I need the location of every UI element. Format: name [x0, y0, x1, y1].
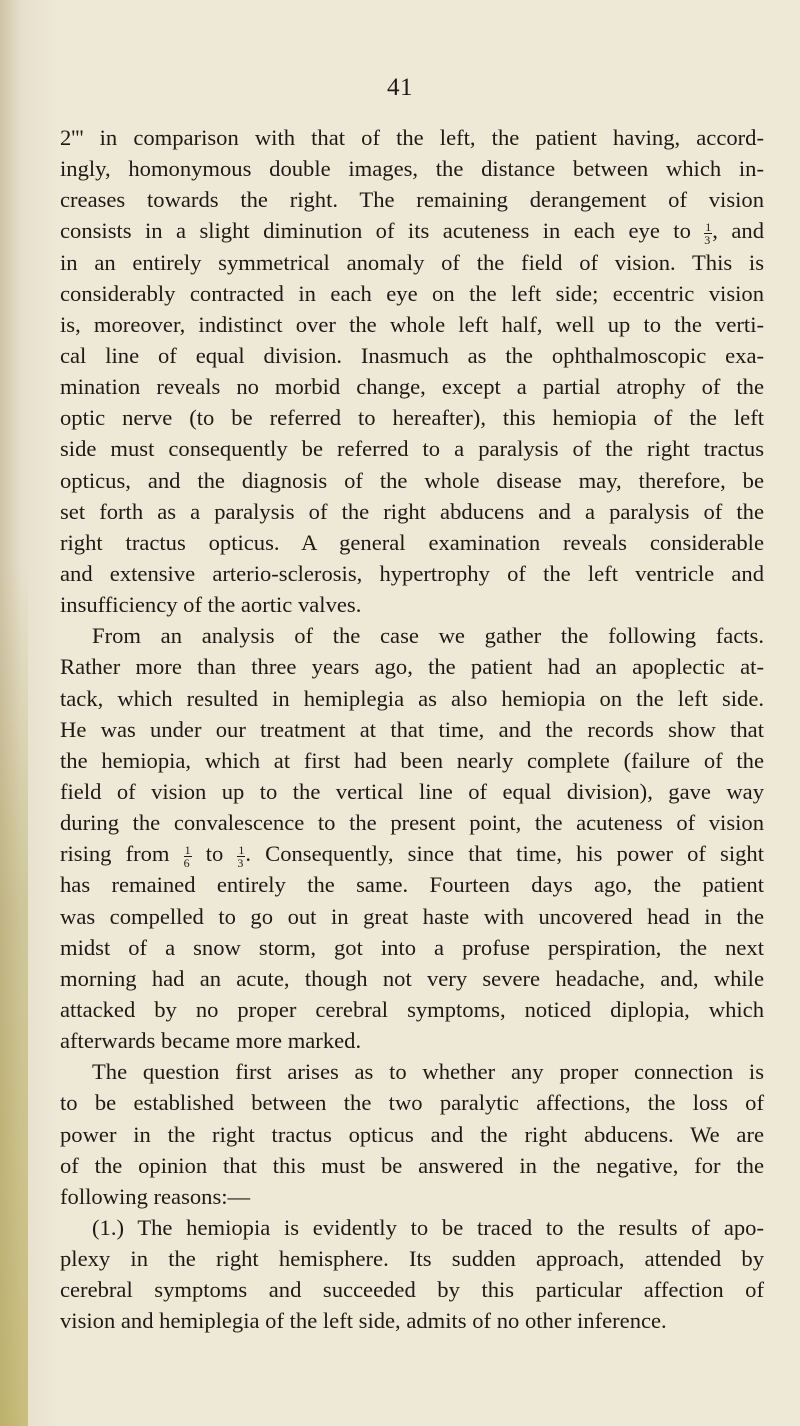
text-line: was compelled to go out in great haste with uncovered head in the — [60, 903, 764, 929]
text-line: tack, which resulted in hemiplegia as also hemiopia on the left side. — [60, 685, 764, 711]
text-line: cerebral symptoms and succeeded by this particular affection of — [60, 1277, 764, 1303]
text-line: afterwards became more marked. — [60, 1028, 362, 1054]
text-line: of the opinion that this must be answered in the negative, for the — [60, 1152, 764, 1178]
text-line: during the convalescence to the present point, the acuteness of vision — [60, 810, 764, 836]
text-line: following reasons:— — [60, 1183, 251, 1209]
text-line: vision and hemiplegia of the left side, admits of no other inference. — [60, 1308, 667, 1334]
text-line: opticus, and the diagnosis of the whole disease may, therefore, be — [60, 467, 764, 493]
text-line: optic nerve (to be referred to hereafter), this hemiopia of the left — [60, 405, 764, 431]
fraction-numerator: 1 — [238, 842, 245, 857]
text-line: to be established between the two paralytic affections, the loss of — [60, 1090, 764, 1116]
fraction-denominator: 3 — [237, 855, 244, 870]
text-line: set forth as a paralysis of the right abducens and a paralysis of the — [60, 498, 764, 524]
page-number: 41 — [387, 74, 413, 101]
text-line: side must consequently be referred to a paralysis of the right tractus — [60, 436, 764, 462]
text-line: From an analysis of the case we gather the following facts. — [92, 623, 764, 649]
text-line: the hemiopia, which at first had been nearly complete (failure of the — [60, 747, 764, 773]
fraction-numerator: 1 — [184, 842, 191, 857]
text-line: mination reveals no morbid change, except a partial atrophy of the — [60, 374, 764, 400]
text-line: The question first arises as to whether any proper connection is — [92, 1059, 764, 1085]
text-line: in an entirely symmetrical anomaly of the field of vision. This is — [60, 249, 764, 275]
fraction — [184, 844, 192, 869]
fraction — [704, 221, 712, 246]
text-line: plexy in the right hemisphere. Its sudden approach, attended by — [60, 1246, 764, 1272]
fraction-numerator: 1 — [705, 219, 712, 234]
text-line: right tractus opticus. A general examination reveals considerable — [60, 529, 764, 555]
body-text — [60, 122, 764, 1336]
fraction — [237, 844, 245, 869]
text-line: field of vision up to the vertical line of equal division), gave way — [60, 778, 764, 804]
text-line: Rather more than three years ago, the patient had an apoplectic at- — [60, 654, 764, 680]
text-line: and extensive arterio-sclerosis, hypertrophy of the left ventricle and — [60, 560, 764, 586]
fraction-denominator: 6 — [183, 855, 190, 870]
text-line: ingly, homonymous double images, the distance between which in- — [60, 156, 764, 182]
text-line: creases towards the right. The remaining derangement of vision — [60, 187, 764, 213]
text-line: power in the right tractus opticus and the right abducens. We are — [60, 1121, 764, 1147]
text-line: morning had an acute, though not very severe headache, and, while — [60, 965, 764, 991]
page-edge-stain — [0, 560, 28, 1426]
text-line: midst of a snow storm, got into a profuse perspiration, the next — [60, 934, 764, 960]
text-line: insufficiency of the aortic valves. — [60, 592, 362, 618]
text-line: attacked by no proper cerebral symptoms, noticed diplopia, which — [60, 996, 764, 1022]
text-line: He was under our treatment at that time, and the records show that — [60, 716, 764, 742]
text-line: (1.) The hemiopia is evidently to be traced to the results of apo- — [92, 1214, 764, 1240]
text-line: consists in a slight diminution of its acuteness in each eye to $\frac{1}{3}$ , and — [60, 218, 764, 247]
text-line: has remained entirely the same. Fourteen days ago, the patient — [60, 872, 764, 898]
text-line: is, moreover, indistinct over the whole left half, well up to the verti- — [60, 311, 764, 337]
text-line: considerably contracted in each eye on the left side; eccentric vision — [60, 280, 764, 306]
text-line: rising from $\frac{1}{6}$ to $\frac{1}{3}$ . Consequently, since that time, his power of sight — [60, 841, 764, 870]
text-line: 2''' in comparison with that of the left, the patient having, accord- — [60, 125, 764, 150]
text-line: cal line of equal division. Inasmuch as the ophthalmoscopic exa- — [60, 342, 764, 368]
fraction-denominator: 3 — [704, 232, 711, 247]
